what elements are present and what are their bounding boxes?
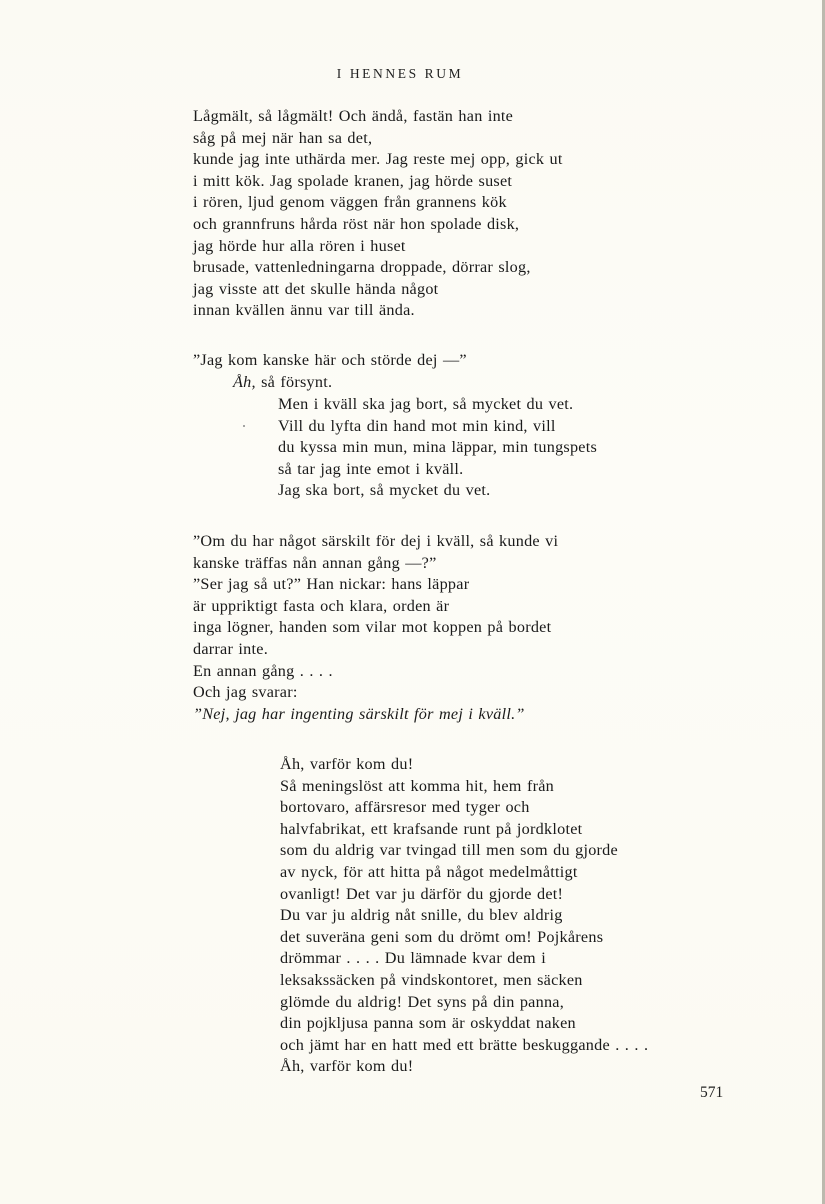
poem-line: ovanligt! Det var ju därför du gjorde det! <box>280 884 564 903</box>
poem-line: Så meningslöst att komma hit, hem från <box>280 776 555 795</box>
poem-line-italic: ”Nej, jag har ingenting särskilt för mej i kväll.” <box>193 704 525 723</box>
poem-line: du kyssa min mun, mina läppar, min tungspets <box>278 438 598 457</box>
poem-line: glömde du aldrig! Det syns på din panna, <box>280 992 565 1011</box>
poem-line: ”Jag kom kanske här och störde dej —” <box>193 351 467 369</box>
poem-line: ”Om du har något särskilt för dej i kväll, så kunde vi <box>193 532 559 550</box>
poem-line: Och jag svarar: <box>193 683 298 702</box>
poem-line: ”Ser jag så ut?” Han nickar: hans läppar <box>193 575 470 594</box>
stanza-4 <box>280 754 648 1078</box>
page-number: 571 <box>700 1084 724 1101</box>
poem-line: och jämt har en hatt med ett brätte beskuggande . . . . <box>280 1035 649 1054</box>
poem-line: och grannfruns hårda röst när hon spolade disk, <box>193 214 520 233</box>
poem-line: innan kvällen ännu var till ända. <box>193 301 415 320</box>
poem-line: Du var ju aldrig nåt snille, du blev aldrig <box>280 906 563 925</box>
paper-speck <box>243 425 245 427</box>
poem-line: i rören, ljud genom väggen från grannens kök <box>193 193 507 212</box>
poem-line <box>233 372 332 394</box>
poem-line: kanske träffas nån annan gång —?” <box>193 553 437 572</box>
poem-line: En annan gång . . . . <box>193 661 333 680</box>
stanza-3 <box>193 531 558 725</box>
poem-line: Åh, varför kom du! <box>280 1057 414 1076</box>
poem-line: Vill du lyfta din hand mot min kind, vill <box>278 416 556 435</box>
poem-line: leksakssäcken på vindskontoret, men säcken <box>280 970 583 989</box>
poem-line: jag visste att det skulle hända något <box>193 279 439 298</box>
poem-line: din pojkljusa panna som är oskyddat naken <box>280 1014 576 1033</box>
poem-line: såg på mej när han sa det, <box>193 128 373 147</box>
poem-line: Men i kväll ska jag bort, så mycket du vet. <box>278 395 574 413</box>
stanza-1 <box>193 106 563 322</box>
poem-line: Jag ska bort, så mycket du vet. <box>278 481 491 500</box>
poem-line: drömmar . . . . Du lämnade kvar dem i <box>280 949 546 968</box>
running-head: I HENNES RUM <box>336 66 464 81</box>
stanza-2-indented <box>278 394 597 502</box>
poem-line: som du aldrig var tvingad till men som du gjorde <box>280 841 618 860</box>
poem-line: halvfabrikat, ett krafsande runt på jordklotet <box>280 819 583 838</box>
poem-line: brusade, vattenledningarna droppade, dörrar slog, <box>193 258 531 277</box>
poem-line: är uppriktigt fasta och klara, orden är <box>193 596 450 615</box>
poem-line: det suveräna geni som du drömt om! Pojkårens <box>280 927 604 946</box>
poem-line: inga lögner, handen som vilar mot koppen på bordet <box>193 618 552 637</box>
poem-line-rest: så försynt. <box>255 373 333 391</box>
poem-line: Åh, varför kom du! <box>280 755 414 773</box>
poem-line: jag hörde hur alla rören i huset <box>193 236 406 255</box>
poem-line: kunde jag inte uthärda mer. Jag reste mej opp, gick ut <box>193 150 563 169</box>
poem-line: Lågmält, så lågmält! Och ändå, fastän han inte <box>193 107 514 125</box>
poem-line: darrar inte. <box>193 639 269 658</box>
poem-line: så tar jag inte emot i kväll. <box>278 459 464 478</box>
poem-line: i mitt kök. Jag spolade kranen, jag hörde suset <box>193 171 513 190</box>
poem-line: av nyck, för att hitta på något medelmåttigt <box>280 862 578 881</box>
emphasis-text: Åh, <box>233 373 256 391</box>
poem-line: bortovaro, affärsresor med tyger och <box>280 798 530 817</box>
